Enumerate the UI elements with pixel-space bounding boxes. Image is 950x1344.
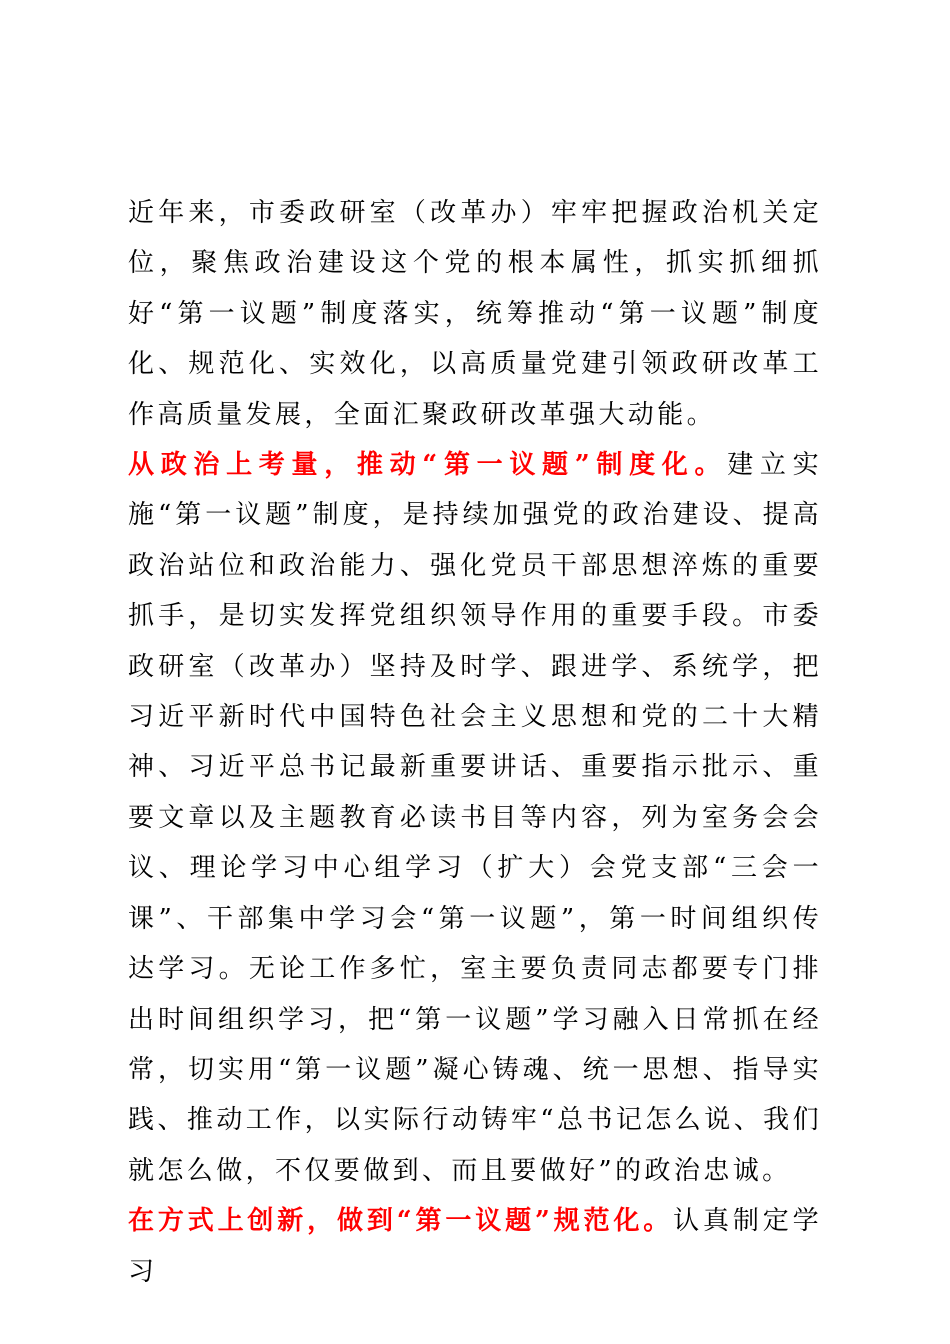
paragraph-heading: 从政治上考量，推动“第一议题”制度化。: [128, 450, 728, 481]
paragraph-text: 认真制定学习: [128, 1206, 822, 1287]
paragraph-standardization: [128, 1196, 822, 1297]
document-body: [128, 188, 822, 1297]
paragraph-heading: 在方式上创新，做到“第一议题”规范化。: [128, 1206, 674, 1237]
paragraph-institutionalization: [128, 440, 822, 1196]
paragraph-text: 建立实施“第一议题”制度，是持续加强党的政治建设、提高政治站位和政治能力、强化党员干部思想淬炼的重要抓手，是切实发挥党组织领导作用的重要手段。市委政研室（改革办）坚持及时学、跟进学、系统学，把习近平新时代中国特色社会主义思想和党的二十大精神、习近平总书记最新重要讲话、重要指示批示、重要文章以及主题教育必读书目等内容，列为室务会会议、理论学习中心组学习（扩大）会党支部“三会一课”、干部集中学习会“第一议题”，第一时间组织传达学习。无论工作多忙，室主要负责同志都要专门排出时间组织学习，把“第一议题”学习融入日常抓在经常，切实用“第一议题”凝心铸魂、统一思想、指导实践、推动工作，以实际行动铸牢“总书记怎么说、我们就怎么做，不仅要做到、而且要做好”的政治忠诚。: [128, 450, 823, 1186]
paragraph-intro: [128, 188, 822, 440]
paragraph-text: 近年来，市委政研室（改革办）牢牢把握政治机关定位，聚焦政治建设这个党的根本属性，抓实抓细抓好“第一议题”制度落实，统筹推动“第一议题”制度化、规范化、实效化，以高质量党建引领政研改革工作高质量发展，全面汇聚政研改革强大动能。: [128, 198, 822, 430]
